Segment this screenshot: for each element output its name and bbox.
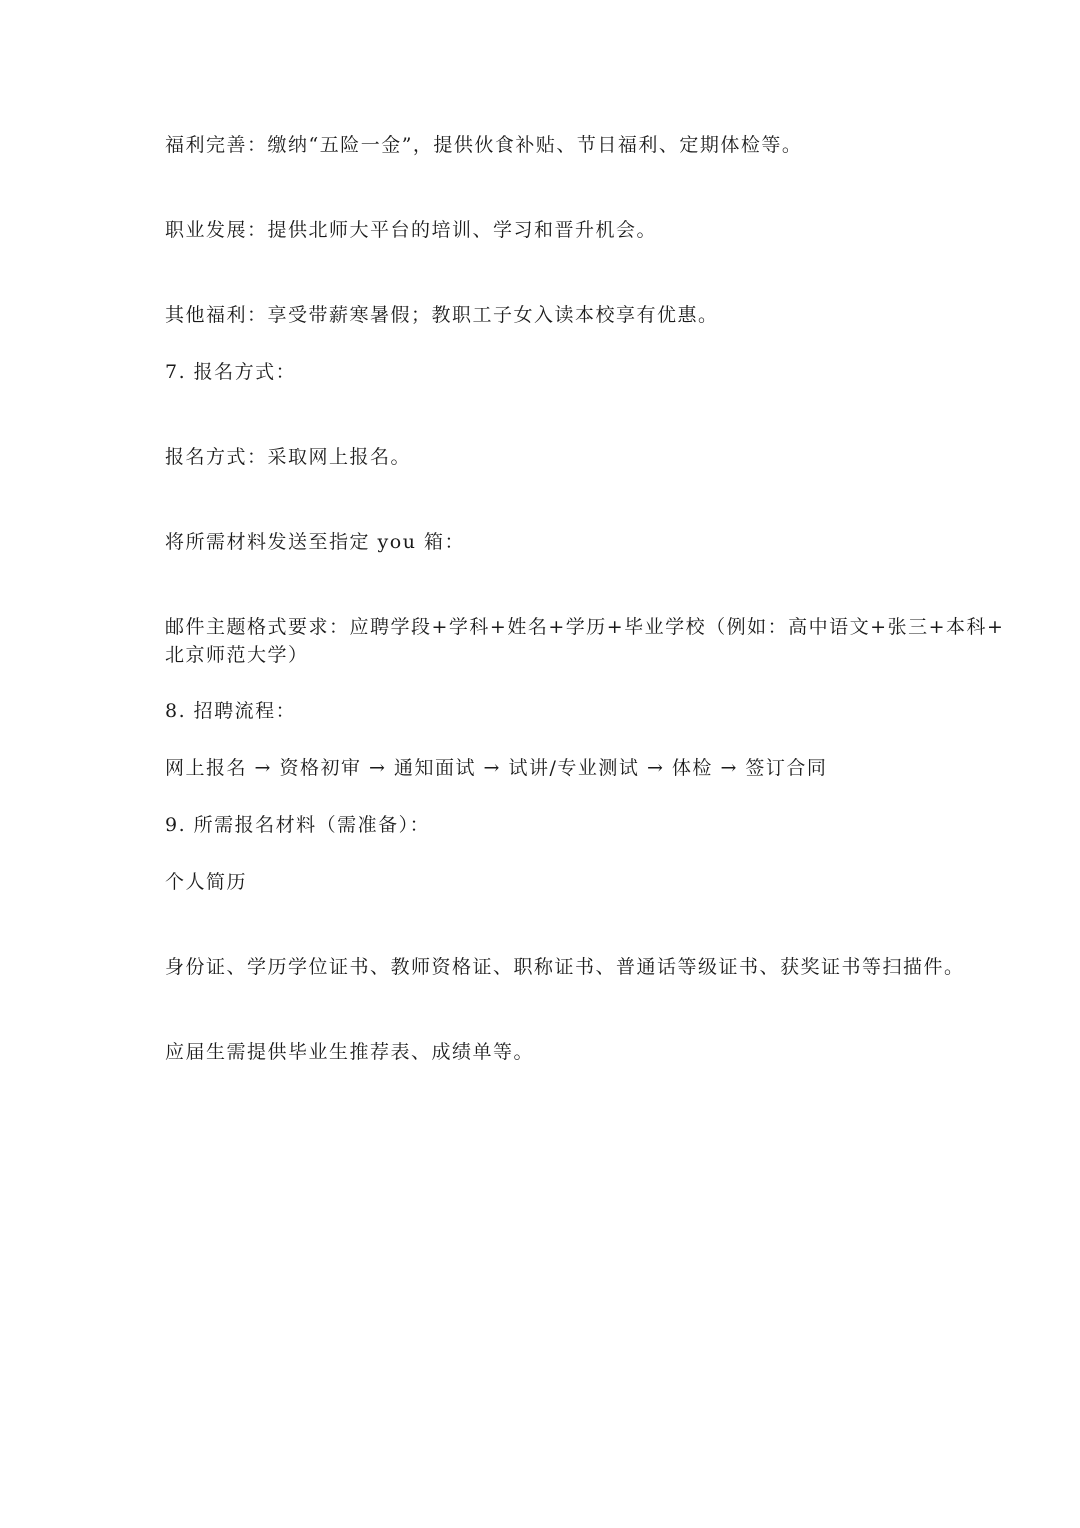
apply-method-paragraph: 报名方式：采取网上报名。	[165, 446, 412, 468]
career-paragraph: 职业发展：提供北师大平台的培训、学习和晋升机会。	[165, 219, 658, 241]
section-9-heading: 9. 所需报名材料（需准备）：	[165, 814, 431, 836]
graduates-item: 应届生需提供毕业生推荐表、成绩单等。	[165, 1041, 535, 1063]
benefits-paragraph: 福利完善：缴纳“五险一金”，提供伙食补贴、节日福利、定期体检等。	[165, 134, 803, 156]
other-benefits-paragraph: 其他福利：享受带薪寒暑假；教职工子女入读本校享有优惠。	[165, 304, 719, 326]
subject-format-line-1: 邮件主题格式要求：应聘学段+学科+姓名+学历+毕业学校（例如：高中语文+张三+本科+	[165, 616, 1005, 638]
process-flow: 网上报名 → 资格初审 → 通知面试 → 试讲/专业测试 → 体检 → 签订合同	[165, 757, 828, 779]
section-8-heading: 8. 招聘流程：	[165, 700, 297, 722]
section-7-heading: 7. 报名方式：	[165, 361, 297, 383]
send-materials-paragraph: 将所需材料发送至指定 you 箱：	[165, 531, 465, 553]
documents-item: 身份证、学历学位证书、教师资格证、职称证书、普通话等级证书、获奖证书等扫描件。	[165, 956, 965, 978]
resume-item: 个人简历	[165, 871, 248, 893]
subject-format-line-2: 北京师范大学）	[165, 644, 309, 666]
